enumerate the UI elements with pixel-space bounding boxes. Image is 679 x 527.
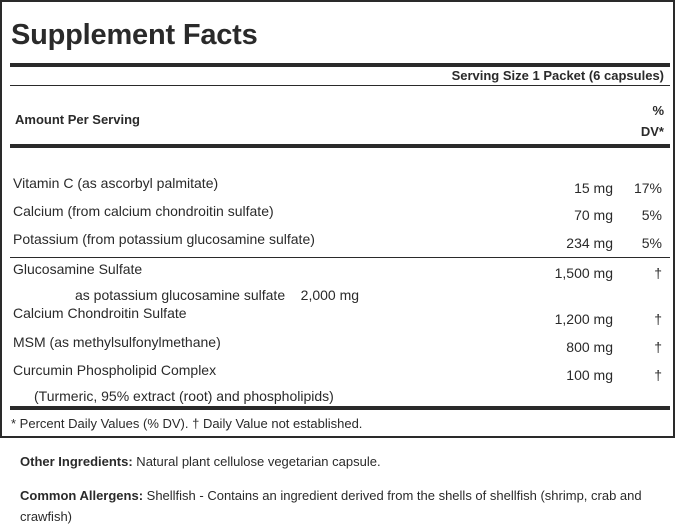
- serving-rule: [10, 85, 670, 86]
- header-rule: [10, 144, 670, 148]
- other-ingredients: [20, 451, 675, 472]
- ingredient-amount: 1,200 mg: [554, 311, 613, 327]
- nutrient-dv: 5%: [641, 207, 662, 223]
- glucosamine-source: as potassium glucosamine sulfate 2,000 mg: [75, 287, 360, 303]
- dv-footnote: * Percent Daily Values (% DV). † Daily Value not established.: [11, 416, 363, 431]
- common-allergens: [20, 485, 675, 527]
- ingredient-dv: †: [654, 367, 662, 383]
- footer-rule: [10, 406, 670, 410]
- nutrient-dv: 5%: [641, 235, 662, 251]
- nutrient-name: Calcium (from calcium chondroitin sulfate): [13, 203, 274, 219]
- panel-title: Supplement Facts: [11, 19, 258, 51]
- ingredient-dv: †: [654, 339, 662, 355]
- nutrient-name: Potassium (from potassium glucosamine sulfate): [13, 231, 315, 247]
- other-ingredients-text: Natural plant cellulose vegetarian capsule.: [132, 454, 381, 469]
- dv-header-percent: %: [652, 103, 664, 118]
- ingredient-name: Calcium Chondroitin Sulfate: [13, 305, 187, 321]
- dv-header: [641, 100, 664, 142]
- ingredient-amount: 100 mg: [566, 367, 613, 383]
- serving-size: Serving Size 1 Packet (6 capsules): [451, 68, 664, 83]
- dv-header-dv: DV*: [640, 124, 664, 139]
- ingredient-dv: †: [654, 311, 662, 327]
- ingredient-name: Glucosamine Sulfate: [13, 261, 143, 277]
- ingredient-amount: 1,500 mg: [554, 265, 613, 281]
- allergens-text: Shellfish - Contains an ingredient derived from the shells of shellfish (shrimp, crab and crawfish): [20, 488, 642, 524]
- amount-per-serving-header: Amount Per Serving: [15, 112, 140, 127]
- other-ingredients-label: Other Ingredients:: [20, 454, 133, 469]
- nutrient-amount: 234 mg: [566, 235, 613, 251]
- curcumin-source: (Turmeric, 95% extract (root) and phospholipids): [34, 388, 334, 404]
- allergens-label: Common Allergens:: [20, 488, 144, 503]
- ingredient-name: Curcumin Phospholipid Complex: [13, 362, 217, 378]
- ingredient-amount: 800 mg: [566, 339, 613, 355]
- nutrient-amount: 15 mg: [574, 180, 613, 196]
- ingredient-name: MSM (as methylsulfonylmethane): [13, 334, 221, 350]
- nutrient-dv: 17%: [633, 180, 662, 196]
- title-rule: [10, 63, 670, 67]
- nutrient-amount: 70 mg: [574, 207, 613, 223]
- ingredient-dv: †: [654, 265, 662, 281]
- nutrient-name: Vitamin C (as ascorbyl palmitate): [13, 175, 219, 191]
- section-rule: [10, 257, 670, 258]
